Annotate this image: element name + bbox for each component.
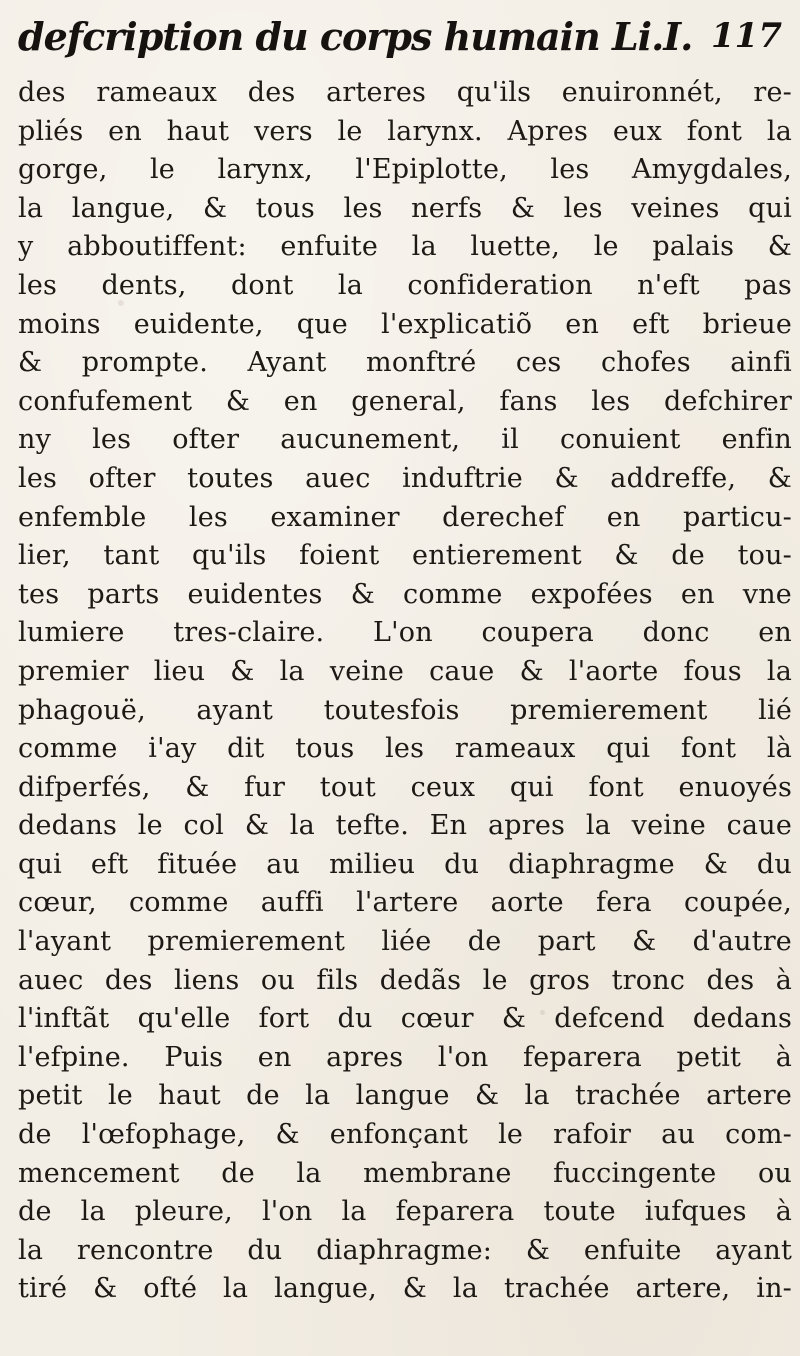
running-head (18, 10, 788, 72)
text-line: mencement de la membrane fuccingente ou (18, 1157, 792, 1189)
text-line: la rencontre du diaphragme: & enfuite ayant (18, 1234, 792, 1266)
text-line: petit le haut de la langue & la trachée artere (18, 1080, 792, 1112)
text-line: l'efpine. Puis en apres l'on feparera petit à (18, 1041, 792, 1073)
page-number: 117 (711, 16, 782, 56)
text-line: enfemble les examiner derechef en particu- (18, 501, 792, 533)
text-line: lier, tant qu'ils foient entierement & de tou- (18, 540, 792, 572)
text-line: pliés en haut vers le larynx. Apres eux font la (18, 115, 792, 147)
text-line: tiré & ofté la langue, & la trachée artere, in- (18, 1273, 792, 1305)
text-line: premier lieu & la veine caue & l'aorte fous la (18, 655, 792, 687)
text-line: de la pleure, l'on la feparera toute iufques à (18, 1196, 792, 1228)
text-line: les ofter toutes auec induftrie & addreffe, & (18, 462, 792, 494)
text-line: difperfés, & fur tout ceux qui font enuoyés (18, 771, 792, 803)
text-line: confufement & en general, fans les defchirer (18, 385, 792, 417)
text-line: la langue, & tous les nerfs & les veines qui (18, 192, 792, 224)
running-title: defcription du corps humain Li.I. (18, 14, 693, 59)
text-line: l'inftãt qu'elle fort du cœur & defcend dedans (18, 1003, 792, 1035)
body-text (18, 74, 792, 1309)
text-line: & prompte. Ayant monftré ces chofes ainfi (18, 347, 792, 379)
text-line: moins euidente, que l'explicatiõ en eft brieue (18, 308, 792, 340)
text-line: les dents, dont la confideration n'eft pas (18, 269, 792, 301)
text-line: gorge, le larynx, l'Epiplotte, les Amygdales, (18, 154, 792, 186)
text-line: des rameaux des arteres qu'ils enuironnét, re- (18, 77, 792, 108)
text-line: l'ayant premierement liée de part & d'autre (18, 926, 792, 958)
text-line: de l'œfophage, & enfonçant le rafoir au com- (18, 1119, 792, 1151)
text-line: tes parts euidentes & comme expofées en vne (18, 578, 792, 610)
text-line: cœur, comme auffi l'artere aorte fera coupée, (18, 887, 792, 919)
text-line: ny les ofter aucunement, il conuient enfin (18, 424, 792, 456)
text-line: lumiere tres-claire. L'on coupera donc en (18, 617, 792, 649)
text-line: qui eft fituée au milieu du diaphragme & du (18, 848, 792, 880)
text-line: auec des liens ou fils dedãs le gros tronc des à (18, 964, 792, 996)
text-line: comme i'ay dit tous les rameaux qui font là (18, 733, 792, 765)
text-line: phagouë, ayant toutesfois premierement lié (18, 694, 792, 726)
text-line: y abboutiffent: enfuite la luette, le palais & (18, 231, 792, 263)
text-line: dedans le col & la tefte. En apres la veine caue (18, 810, 792, 842)
